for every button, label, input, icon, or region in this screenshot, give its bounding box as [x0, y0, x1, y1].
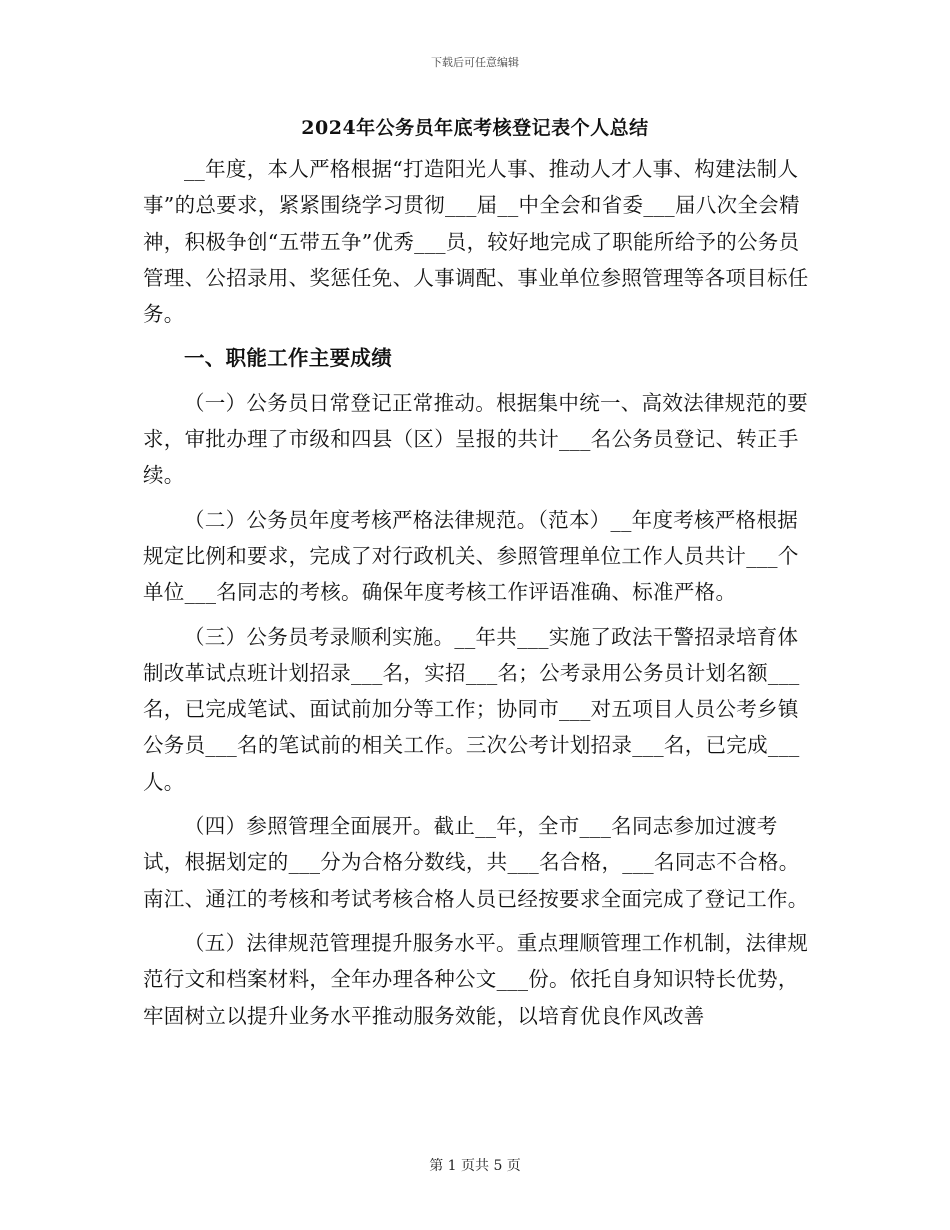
item-paragraph-3: （三）公务员考录顺利实施。__年共___实施了政法干警招录培育体制改革试点班计划招录___名，实招___名；公考录用公务员计划名额___名，已完成笔试、面试前加分等工作；协同市___对五项目人员公考乡镇公务员___名的笔试前的相关工作。三次公考计划招录___名，已完成___人。: [143, 624, 800, 794]
document-body: [143, 151, 818, 1042]
document-title: 2024年公务员年底考核登记表个人总结: [301, 117, 649, 139]
item-paragraph-5: （五）法律规范管理提升服务水平。重点理顺管理工作机制，法律规范行文和档案材料，全年办理各种公文___份。依托自身知识特长优势，牢固树立以提升业务水平推动服务效能，以培育优良作风改善: [143, 930, 808, 1028]
item-paragraph-1: （一）公务员日常登记正常推动。根据集中统一、高效法律规范的要求，审批办理了市级和四县（区）呈报的共计___名公务员登记、转正手续。: [143, 390, 808, 488]
header-note: 下载后可任意编辑: [431, 56, 519, 69]
item-paragraph-2: （二）公务员年度考核严格法律规范。（范本）__年度考核严格根据规定比例和要求，完成了对行政机关、参照管理单位工作人员共计___个单位___名同志的考核。确保年度考核工作评语准确、标准严格。: [143, 507, 799, 605]
intro-paragraph: __年度，本人严格根据“打造阳光人事、推动人才人事、构建法制人事”的总要求，紧紧围绕学习贯彻___届__中全会和省委___届八次全会精神，积极争创“五带五争”优秀___员，较好地完成了职能所给予的公务员管理、公招录用、奖惩任免、人事调配、事业单位参照管理等各项目标任务。: [143, 157, 809, 327]
item-paragraph-4: （四）参照管理全面展开。截止__年，全市___名同志参加过渡考试，根据划定的___分为合格分数线，共___名合格，___名同志不合格。南江、通江的考核和考试考核合格人员已经按要求全面完成了登记工作。: [143, 814, 809, 911]
page-footer: 第 1 页共 5 页: [429, 1158, 521, 1174]
section-heading: 一、职能工作主要成绩: [184, 346, 392, 371]
